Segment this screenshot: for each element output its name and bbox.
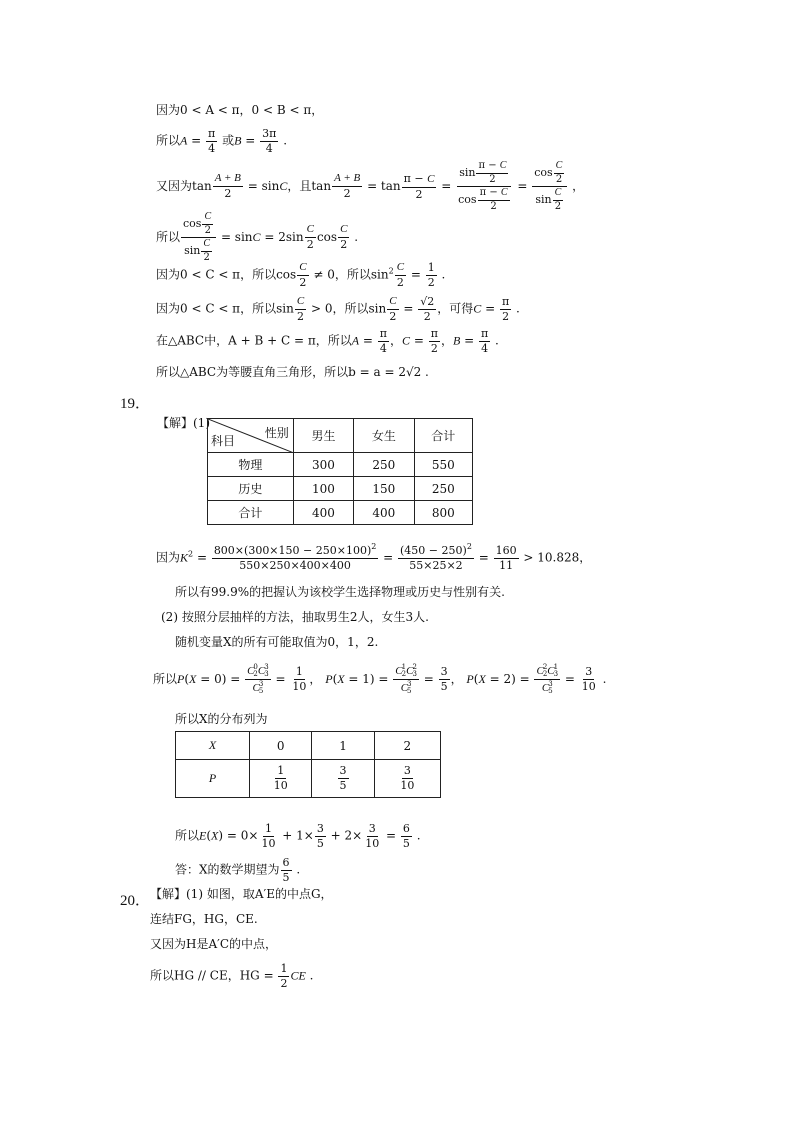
dist-value: $\frac{3}{10}$ bbox=[374, 760, 440, 798]
q19-conclusion: 所以有99.9%的把握认为该校学生选择物理或历史与性别有关. bbox=[175, 585, 505, 599]
dist-header: 2 bbox=[374, 732, 440, 760]
table-cell: 550 bbox=[414, 453, 472, 477]
line-isosceles-right: 所以△ABC为等腰直角三角形，所以b = a = 2√2 . bbox=[156, 365, 429, 379]
q20-line1: 【解】(1) 如图，取A′E的中点G， bbox=[150, 887, 333, 901]
table-cell: 800 bbox=[414, 501, 472, 525]
row-label-physics: 物理 bbox=[208, 453, 294, 477]
distribution-table bbox=[175, 731, 441, 798]
line-sin-positive: 因为0 < C < π，所以sin $\frac{C}{2}$ > 0，所以sin $\frac{C}{2}$ = $\frac{√2}{2}$ ，可得C = $\frac{\pi}{2}$ . bbox=[156, 295, 520, 323]
dist-value: $\frac{1}{10}$ bbox=[250, 760, 312, 798]
header-total: 合计 bbox=[414, 419, 472, 453]
question-number-19: 19． bbox=[120, 396, 151, 412]
row-label-history: 历史 bbox=[208, 477, 294, 501]
distribution-intro: 所以X的分布列为 bbox=[175, 712, 268, 726]
probability-line: 所以P(X = 0) = C 0 2 C 3 3 C 3 5 = $\frac{1}{10}$ ， P(X = 1) = C 1 2 C 2 3 C 3 5 = $\frac{3}{5}$ ， P(X = 2) = C 2 2 C 1 3 C 3 5 = $\frac{3}{10}$ . bbox=[153, 663, 607, 695]
header-male: 男生 bbox=[293, 419, 353, 453]
diagonal-header-cell bbox=[208, 419, 294, 453]
contingency-table bbox=[207, 418, 473, 525]
dist-value: $\frac{3}{5}$ bbox=[312, 760, 374, 798]
table-cell: 250 bbox=[414, 477, 472, 501]
q20-line3: 又因为H是A′C的中点， bbox=[150, 937, 278, 951]
diag-bottom-label: 科目 bbox=[211, 434, 236, 448]
line-tan-identity: 又因为tan $\frac{A + B}{2}$ = sinC，且tan $\frac{A + B}{2}$ = tan $\frac{\pi - C}{2}$ = sin $\frac{\pi - C}{2}$ cos $\frac{\pi - C}{2}$ = cos $\frac{C}{2}$ sin $\frac{C}{2}$ ， bbox=[156, 160, 585, 212]
table-cell: 400 bbox=[354, 501, 414, 525]
q19-part2: (2) 按照分层抽样的方法，抽取男生2人，女生3人. bbox=[161, 610, 429, 624]
table-cell: 150 bbox=[354, 477, 414, 501]
expectation-answer: 答：X的数学期望为 $\frac{6}{5}$ . bbox=[175, 856, 301, 884]
header-female: 女生 bbox=[354, 419, 414, 453]
diag-top-label: 性别 bbox=[264, 426, 289, 440]
k-squared-formula: 因为$K^2$ = $\frac{800\times(300\times 150 - 250\times 100)^2}{550\times 250\times 400\times 400}$ = $\frac{(450 - 250)^2}{55\times 25\times 2}$ = $\frac{160}{11}$ > 10.828， bbox=[156, 542, 592, 572]
line-angle-range: 因为0 < A < π，0 < B < π， bbox=[156, 103, 324, 117]
dist-header: 1 bbox=[312, 732, 374, 760]
q19-solution-label: 【解】(1) bbox=[157, 416, 210, 430]
q19-values: 随机变量X的所有可能取值为0，1，2. bbox=[175, 635, 379, 649]
table-cell: 100 bbox=[293, 477, 353, 501]
question-number-20: 20． bbox=[120, 893, 151, 909]
q20-line4: 所以HG // CE，HG = $\frac{1}{2}$ CE . bbox=[150, 962, 314, 990]
dist-header-X: X bbox=[176, 732, 250, 760]
table-cell: 400 bbox=[293, 501, 353, 525]
dist-row-label-P: P bbox=[176, 760, 250, 798]
dist-header: 0 bbox=[250, 732, 312, 760]
table-cell: 250 bbox=[354, 453, 414, 477]
line-A-or-B: 所以A = $\frac{\pi}{4}$ 或B = $\frac{3\pi}{4}$ . bbox=[156, 127, 288, 155]
line-angle-sum: 在△ABC中，A + B + C = π，所以A = $\frac{\pi}{4}$ ，C = $\frac{\pi}{2}$ ，B = $\frac{\pi}{4}$ . bbox=[156, 327, 499, 355]
line-cos-nonzero: 因为0 < C < π，所以cos $\frac{C}{2}$ ≠ 0，所以$\sin^2$ $\frac{C}{2}$ = $\frac{1}{2}$ . bbox=[156, 261, 446, 289]
line-cos-over-sin: 所以 cos $\frac{C}{2}$ sin $\frac{C}{2}$ = sinC = 2sin $\frac{C}{2}$ cos $\frac{C}{2}$ . bbox=[156, 211, 359, 263]
expectation-line: 所以E(X) = 0× $\frac{1}{10}$ + 1× $\frac{3}{5}$ + 2× $\frac{3}{10}$ = $\frac{6}{5}$ . bbox=[175, 822, 421, 850]
q20-line2: 连结FG，HG，CE. bbox=[150, 912, 258, 926]
table-cell: 300 bbox=[293, 453, 353, 477]
row-label-total: 合计 bbox=[208, 501, 294, 525]
